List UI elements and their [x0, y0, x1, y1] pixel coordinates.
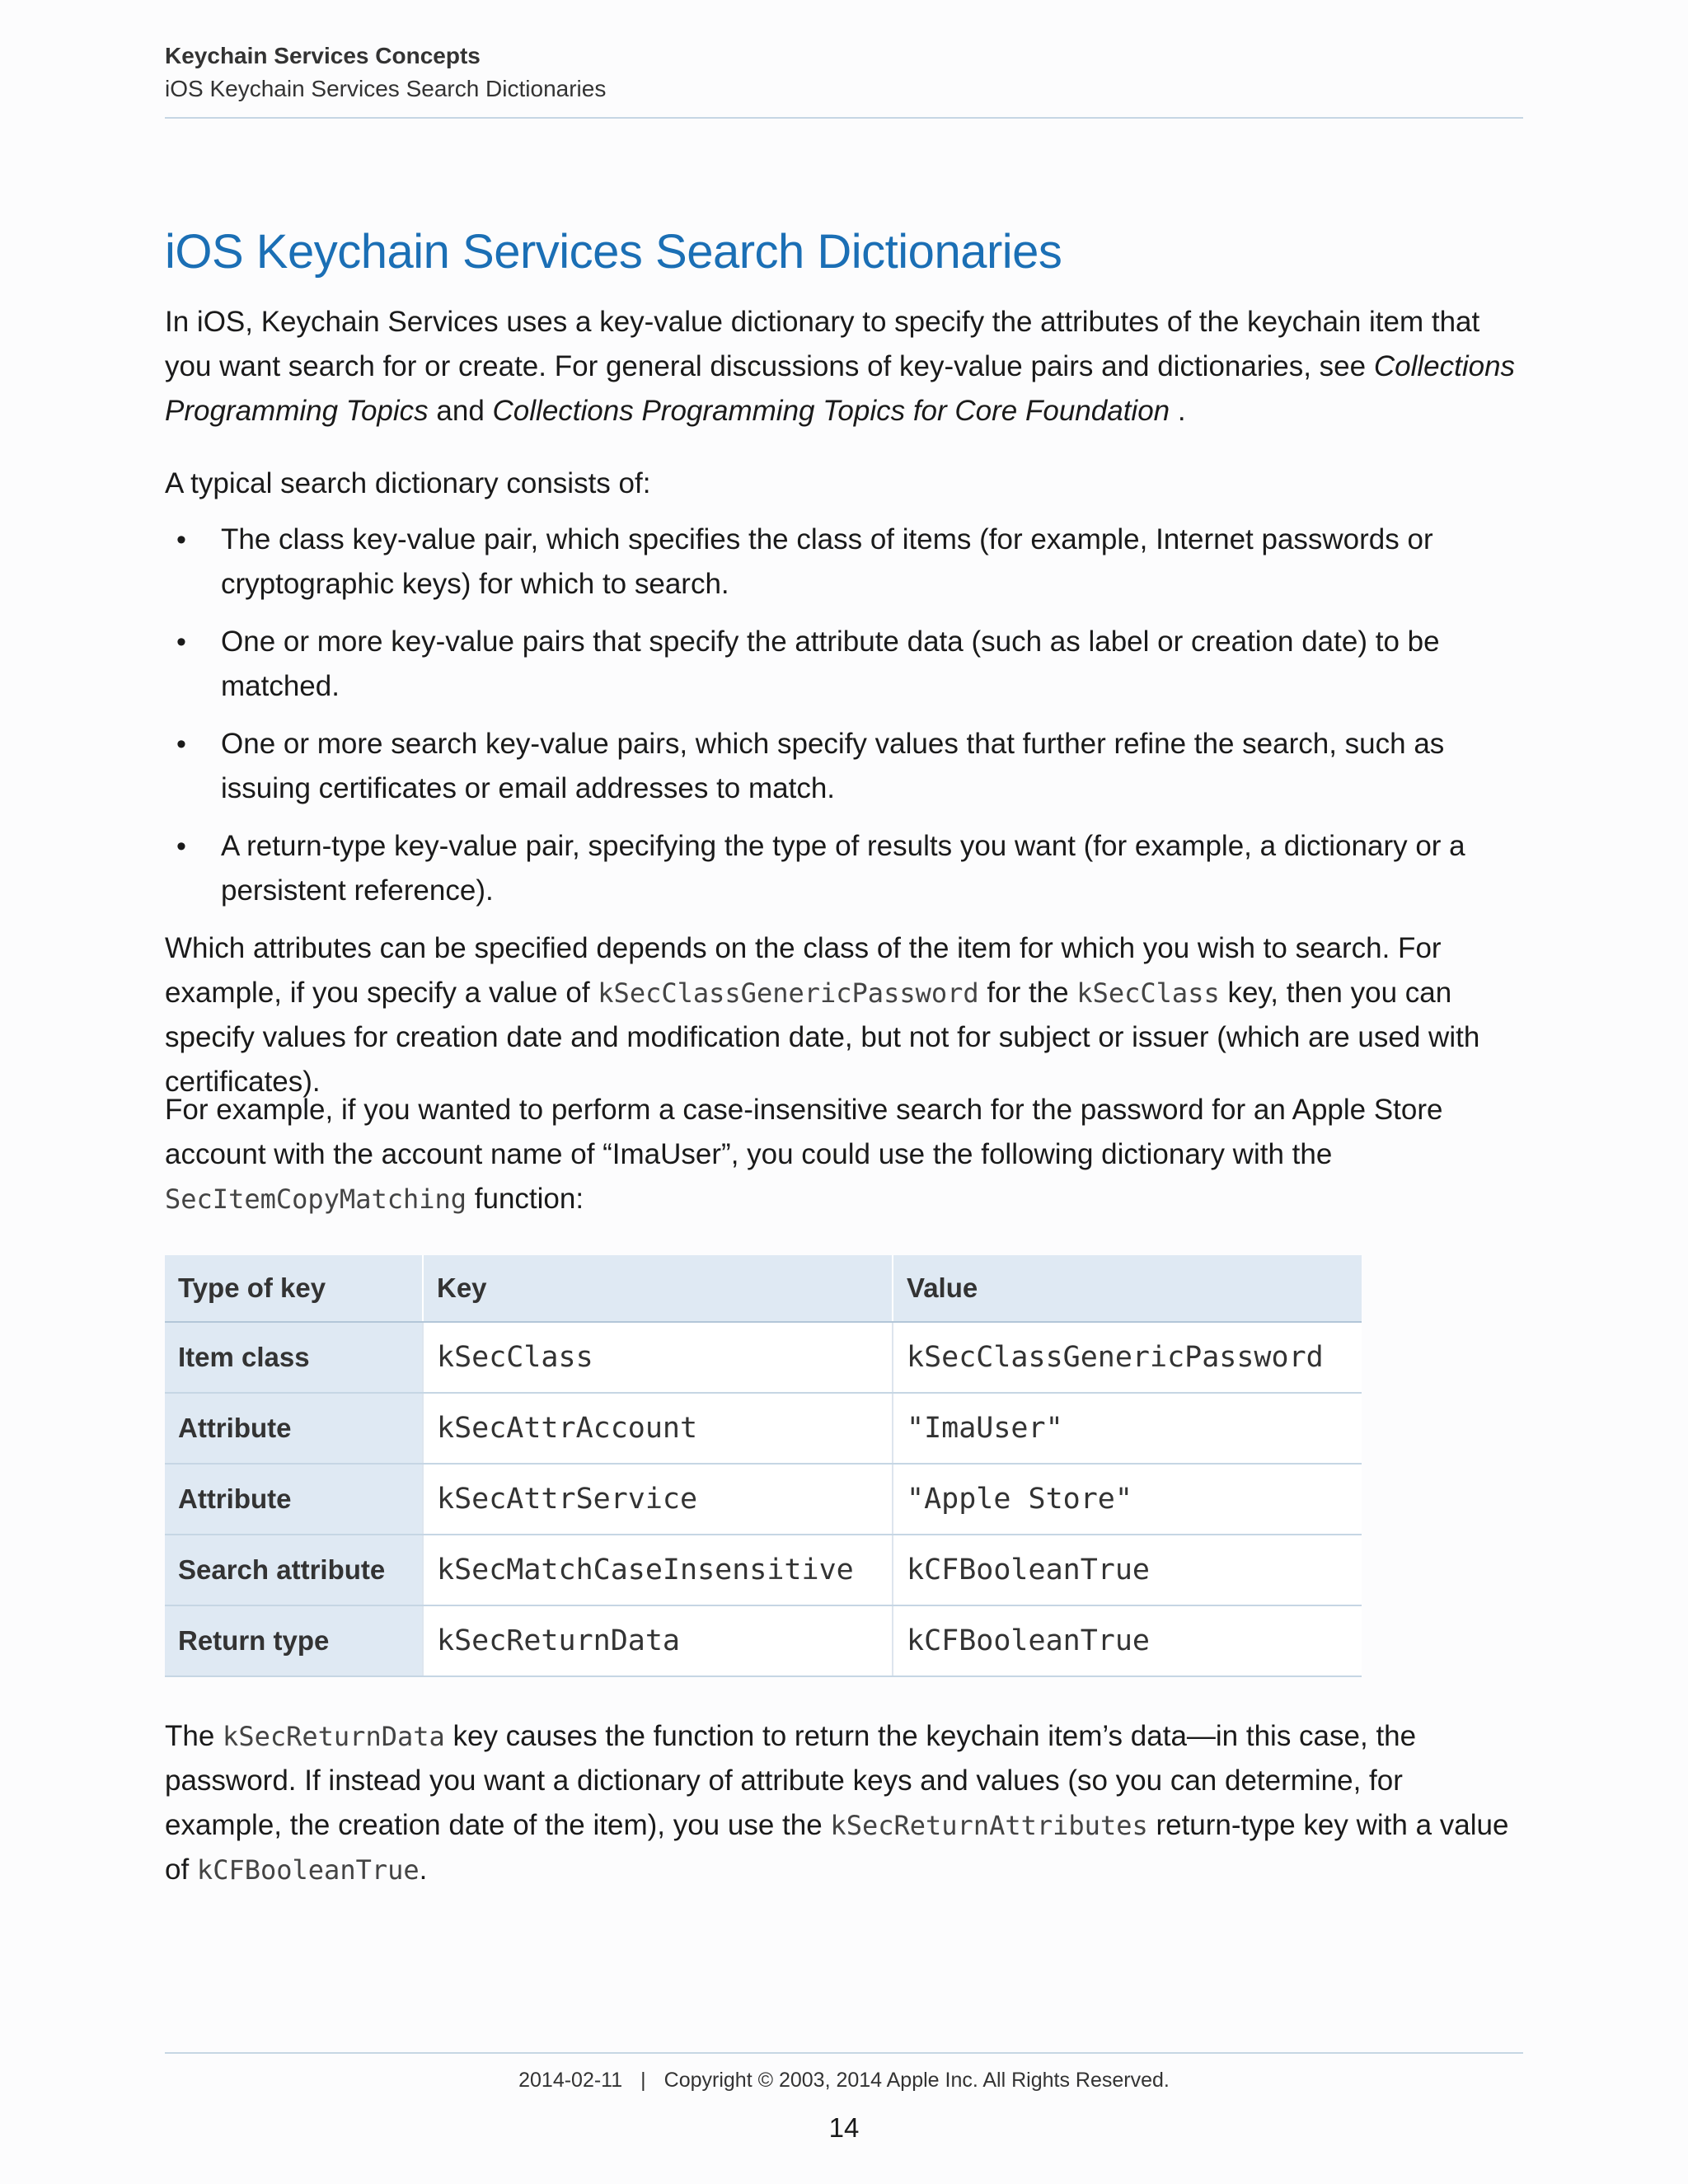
type-cell: Search attribute: [165, 1535, 423, 1605]
column-header-key: Key: [423, 1255, 893, 1322]
type-cell: Attribute: [165, 1464, 423, 1535]
key-code: kSecMatchCaseInsensitive: [437, 1554, 854, 1586]
table-header-row: [165, 1255, 1362, 1322]
key-code: kSecAttrService: [437, 1483, 698, 1516]
bullet-icon: •: [176, 729, 186, 760]
footer-copyright: Copyright © 2003, 2014 Apple Inc. All Rights Reserved.: [663, 2069, 1170, 2092]
type-cell: Attribute: [165, 1393, 423, 1464]
table-row: [165, 1464, 1362, 1535]
value-code: "ImaUser": [907, 1412, 1063, 1445]
footer-divider: [165, 2052, 1523, 2054]
attributes-text-3: key, then you can specify values for creation date and modification date, but not for subject or issuer (which are used with certificates).: [165, 977, 1480, 1098]
table-row: [165, 1605, 1362, 1676]
list-item: [165, 620, 1523, 709]
bullet-icon: •: [176, 626, 186, 658]
table-row: [165, 1535, 1362, 1605]
book-title: Keychain Services Concepts: [165, 43, 481, 68]
intro-reference-link-1[interactable]: Collections Programming Topics: [165, 350, 1516, 427]
example-paragraph: [165, 1088, 1523, 1221]
list-item-text: A return-type key-value pair, specifying the type of results you want (for example, a dictionary or a persistent reference).: [221, 830, 1465, 907]
list-item-text: The class key-value pair, which specifies the class of items (for example, Internet passwords or cryptographic keys) for which to search.: [221, 523, 1433, 600]
key-code: kSecClass: [437, 1341, 593, 1374]
return-text-4: .: [419, 1854, 428, 1886]
footer-legal: [165, 2069, 1523, 2093]
value-cell: [893, 1322, 1362, 1393]
attributes-text-1: Which attributes can be specified depends on the class of the item for which you wish to search. For example, if you specify a value of: [165, 932, 1442, 1009]
footer-separator: |: [640, 2069, 646, 2092]
header-divider: [165, 117, 1523, 119]
type-cell: Return type: [165, 1605, 423, 1676]
intro-paragraph: [165, 300, 1523, 434]
running-header: [165, 40, 1523, 119]
typical-lead-paragraph: A typical search dictionary consists of:: [165, 467, 651, 499]
example-text-2: function:: [467, 1183, 584, 1215]
attributes-text-2: for the: [978, 977, 1077, 1009]
table-row: [165, 1322, 1362, 1393]
key-cell: [423, 1535, 893, 1605]
search-dictionary-components-list: [165, 518, 1523, 926]
intro-text-3: .: [1170, 395, 1186, 427]
column-header-type: Type of key: [165, 1255, 423, 1322]
bullet-icon: •: [176, 524, 186, 555]
code-ksecreturnattributes: kSecReturnAttributes: [830, 1810, 1148, 1841]
code-ksecreturndata: kSecReturnData: [223, 1721, 445, 1752]
intro-text-2: and: [428, 395, 493, 427]
page-footer: [165, 2052, 1523, 2144]
key-code: kSecAttrAccount: [437, 1412, 698, 1445]
column-header-value: Value: [893, 1255, 1362, 1322]
intro-reference-link-2[interactable]: Collections Programming Topics for Core Foundation: [492, 395, 1170, 427]
key-code: kSecReturnData: [437, 1624, 681, 1657]
code-ksecclassgenericpassword: kSecClassGenericPassword: [598, 977, 979, 1009]
code-ksecclass: kSecClass: [1076, 977, 1220, 1009]
code-secitemcopymatching-link[interactable]: SecItemCopyMatching: [165, 1183, 467, 1215]
key-cell: [423, 1393, 893, 1464]
list-item-text: One or more key-value pairs that specify the attribute data (such as label or creation date) to be matched.: [221, 626, 1440, 702]
list-item-text: One or more search key-value pairs, which specify values that further refine the search, such as issuing certificates or email addresses to match.: [221, 728, 1445, 804]
attributes-paragraph: [165, 926, 1523, 1104]
bullet-icon: •: [176, 831, 186, 862]
intro-text-1: In iOS, Keychain Services uses a key-value dictionary to specify the attributes of the keychain item that you want search for or create. For general discussions of key-value pairs and dictionaries, see: [165, 306, 1480, 382]
search-dictionary-table: [165, 1255, 1362, 1677]
value-code: kCFBooleanTrue: [907, 1554, 1151, 1586]
return-text-2: key causes the function to return the keychain item’s data—in this case, the password. If instead you want a dictionary of attribute keys and values (so you can determine, for example, the creation date of the item), you use the: [165, 1720, 1417, 1841]
return-text-3: return-type key with a value of: [165, 1809, 1509, 1886]
value-code: "Apple Store": [907, 1483, 1132, 1516]
return-text-1: The: [165, 1720, 223, 1752]
value-code: kCFBooleanTrue: [907, 1624, 1151, 1657]
type-cell: Item class: [165, 1322, 423, 1393]
value-cell: [893, 1605, 1362, 1676]
page-number: 14: [828, 2112, 860, 2143]
value-code: kSecClassGenericPassword: [907, 1341, 1324, 1374]
return-type-paragraph: [165, 1714, 1523, 1892]
table-row: [165, 1393, 1362, 1464]
example-text-1: For example, if you wanted to perform a case-insensitive search for the password for an Apple Store account with the account name of “ImaUser”, you could use the following dictionary with the: [165, 1094, 1443, 1170]
value-cell: [893, 1535, 1362, 1605]
key-cell: [423, 1322, 893, 1393]
footer-date: 2014-02-11: [518, 2069, 623, 2092]
section-title: iOS Keychain Services Search Dictionaries: [165, 225, 1062, 279]
value-cell: [893, 1464, 1362, 1535]
code-kcfbooleantrue: kCFBooleanTrue: [196, 1854, 420, 1886]
list-item: [165, 518, 1523, 607]
key-cell: [423, 1464, 893, 1535]
value-cell: [893, 1393, 1362, 1464]
list-item: [165, 722, 1523, 811]
key-cell: [423, 1605, 893, 1676]
chapter-title: iOS Keychain Services Search Dictionaries: [165, 76, 607, 101]
list-item: [165, 824, 1523, 913]
